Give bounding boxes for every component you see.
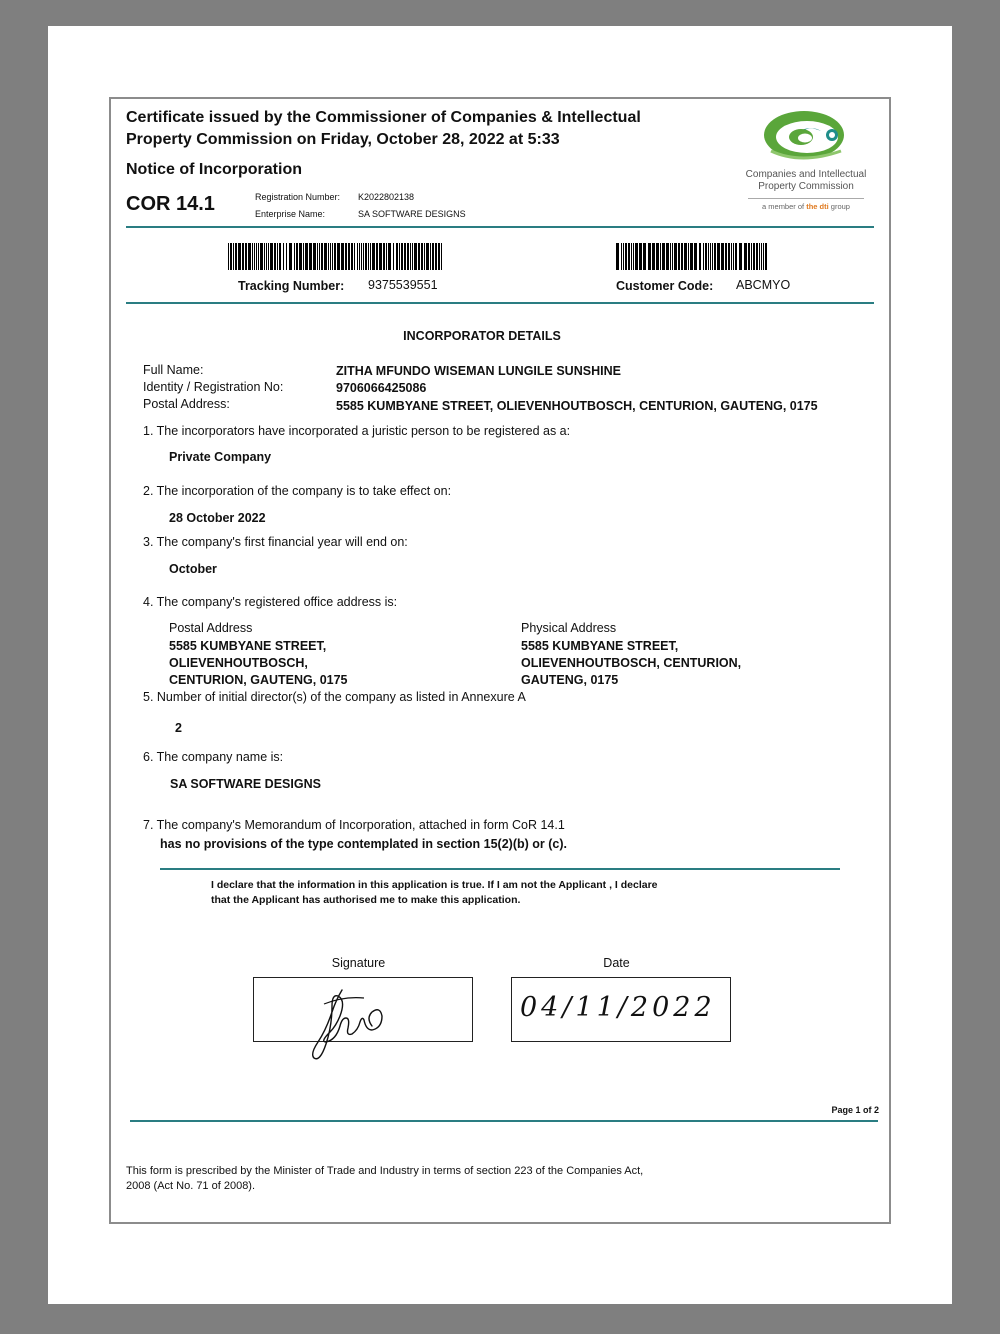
clause-5-value: 2 xyxy=(175,721,182,735)
enterprise-name: SA SOFTWARE DESIGNS xyxy=(358,209,466,219)
clause-6: 6. The company name is: xyxy=(143,750,284,764)
clause-3-value: October xyxy=(169,562,217,576)
full-name: ZITHA MFUNDO WISEMAN LUNGILE SUNSHINE xyxy=(336,364,621,378)
certificate-title-line2: Property Commission on Friday, October 28, 2022 at 5:33 xyxy=(126,131,560,148)
registered-postal-line3: CENTURION, GAUTENG, 0175 xyxy=(169,673,348,687)
postal-address-label: Postal Address: xyxy=(143,397,230,411)
customer-code: ABCMYO xyxy=(736,278,791,292)
registration-number: K2022802138 xyxy=(358,192,415,202)
date-label: Date xyxy=(603,956,630,970)
enterprise-name-label: Enterprise Name: xyxy=(255,209,326,219)
clause-2-value: 28 October 2022 xyxy=(169,511,266,525)
customer-code-label: Customer Code: xyxy=(616,279,714,293)
clause-1: 1. The incorporators have incorporated a juristic person to be registered as a: xyxy=(143,424,571,438)
registered-physical-line1: 5585 KUMBYANE STREET, xyxy=(521,639,679,653)
tracking-barcode xyxy=(228,243,442,270)
header-divider xyxy=(126,226,874,228)
declaration-line2: that the Applicant has authorised me to make this application. xyxy=(211,894,521,906)
postal-address: 5585 KUMBYANE STREET, OLIEVENHOUTBOSCH, CENTURION, GAUTENG, 0175 xyxy=(336,399,818,413)
customer-barcode xyxy=(616,243,768,270)
declaration-divider xyxy=(160,868,840,870)
id-number-label: Identity / Registration No: xyxy=(143,380,284,394)
clause-1-value: Private Company xyxy=(169,450,272,464)
form-code: COR 14.1 xyxy=(126,193,215,215)
clause-7-line2: has no provisions of the type contemplated in section 15(2)(b) or (c). xyxy=(160,837,567,851)
id-number: 9706066425086 xyxy=(336,381,427,395)
registered-postal-line1: 5585 KUMBYANE STREET, xyxy=(169,639,327,653)
logo-tagline-pre: a member of xyxy=(762,202,807,211)
footer-note-line2: 2008 (Act No. 71 of 2008). xyxy=(126,1180,256,1192)
clause-2: 2. The incorporation of the company is to take effect on: xyxy=(143,484,452,498)
signature-label: Signature xyxy=(331,956,386,970)
registered-postal-line2: OLIEVENHOUTBOSCH, xyxy=(169,656,308,670)
registration-number-label: Registration Number: xyxy=(255,192,341,202)
logo-tagline-post: group xyxy=(828,202,850,211)
logo-text-line1: Companies and Intellectual xyxy=(745,169,867,180)
clause-7-line1: 7. The company's Memorandum of Incorporation, attached in form CoR 14.1 xyxy=(143,818,565,832)
logo-tagline xyxy=(731,202,881,211)
tracking-divider xyxy=(126,302,874,304)
certificate-document xyxy=(109,97,891,1224)
tracking-number: 9375539551 xyxy=(368,278,438,292)
clause-3: 3. The company's first financial year will end on: xyxy=(143,535,408,549)
logo-divider xyxy=(748,198,864,199)
signature-box xyxy=(253,977,473,1042)
tracking-number-label: Tracking Number: xyxy=(238,279,345,293)
declaration-line1: I declare that the information in this application is true. If I am not the Applicant , I declare xyxy=(211,879,658,891)
clause-4: 4. The company's registered office address is: xyxy=(143,595,398,609)
footer-divider xyxy=(130,1120,878,1122)
notice-title: Notice of Incorporation xyxy=(126,161,302,178)
registered-physical-label: Physical Address xyxy=(521,621,617,635)
certificate-title-line1: Certificate issued by the Commissioner of Companies & Intellectual xyxy=(126,109,641,126)
cipc-logo-icon xyxy=(731,105,881,169)
incorporator-details-heading: INCORPORATOR DETAILS xyxy=(403,329,561,343)
cipc-logo xyxy=(731,105,881,215)
full-name-label: Full Name: xyxy=(143,363,204,377)
logo-text-line2: Property Commission xyxy=(758,181,854,192)
registered-postal-label: Postal Address xyxy=(169,621,253,635)
date-box xyxy=(511,977,731,1042)
clause-6-value: SA SOFTWARE DESIGNS xyxy=(170,777,321,791)
registered-physical-line2: OLIEVENHOUTBOSCH, CENTURION, xyxy=(521,656,742,670)
registered-physical-line3: GAUTENG, 0175 xyxy=(521,673,619,687)
logo-tagline-brand: the dti xyxy=(806,202,829,211)
handwritten-date: 04/11/2022 xyxy=(520,992,716,1023)
handwritten-signature xyxy=(254,978,472,1068)
clause-5: 5. Number of initial director(s) of the company as listed in Annexure A xyxy=(143,690,526,704)
footer-note-line1: This form is prescribed by the Minister of Trade and Industry in terms of section 223 of the Companies Act, xyxy=(126,1165,644,1177)
page-number: Page 1 of 2 xyxy=(831,1105,879,1115)
